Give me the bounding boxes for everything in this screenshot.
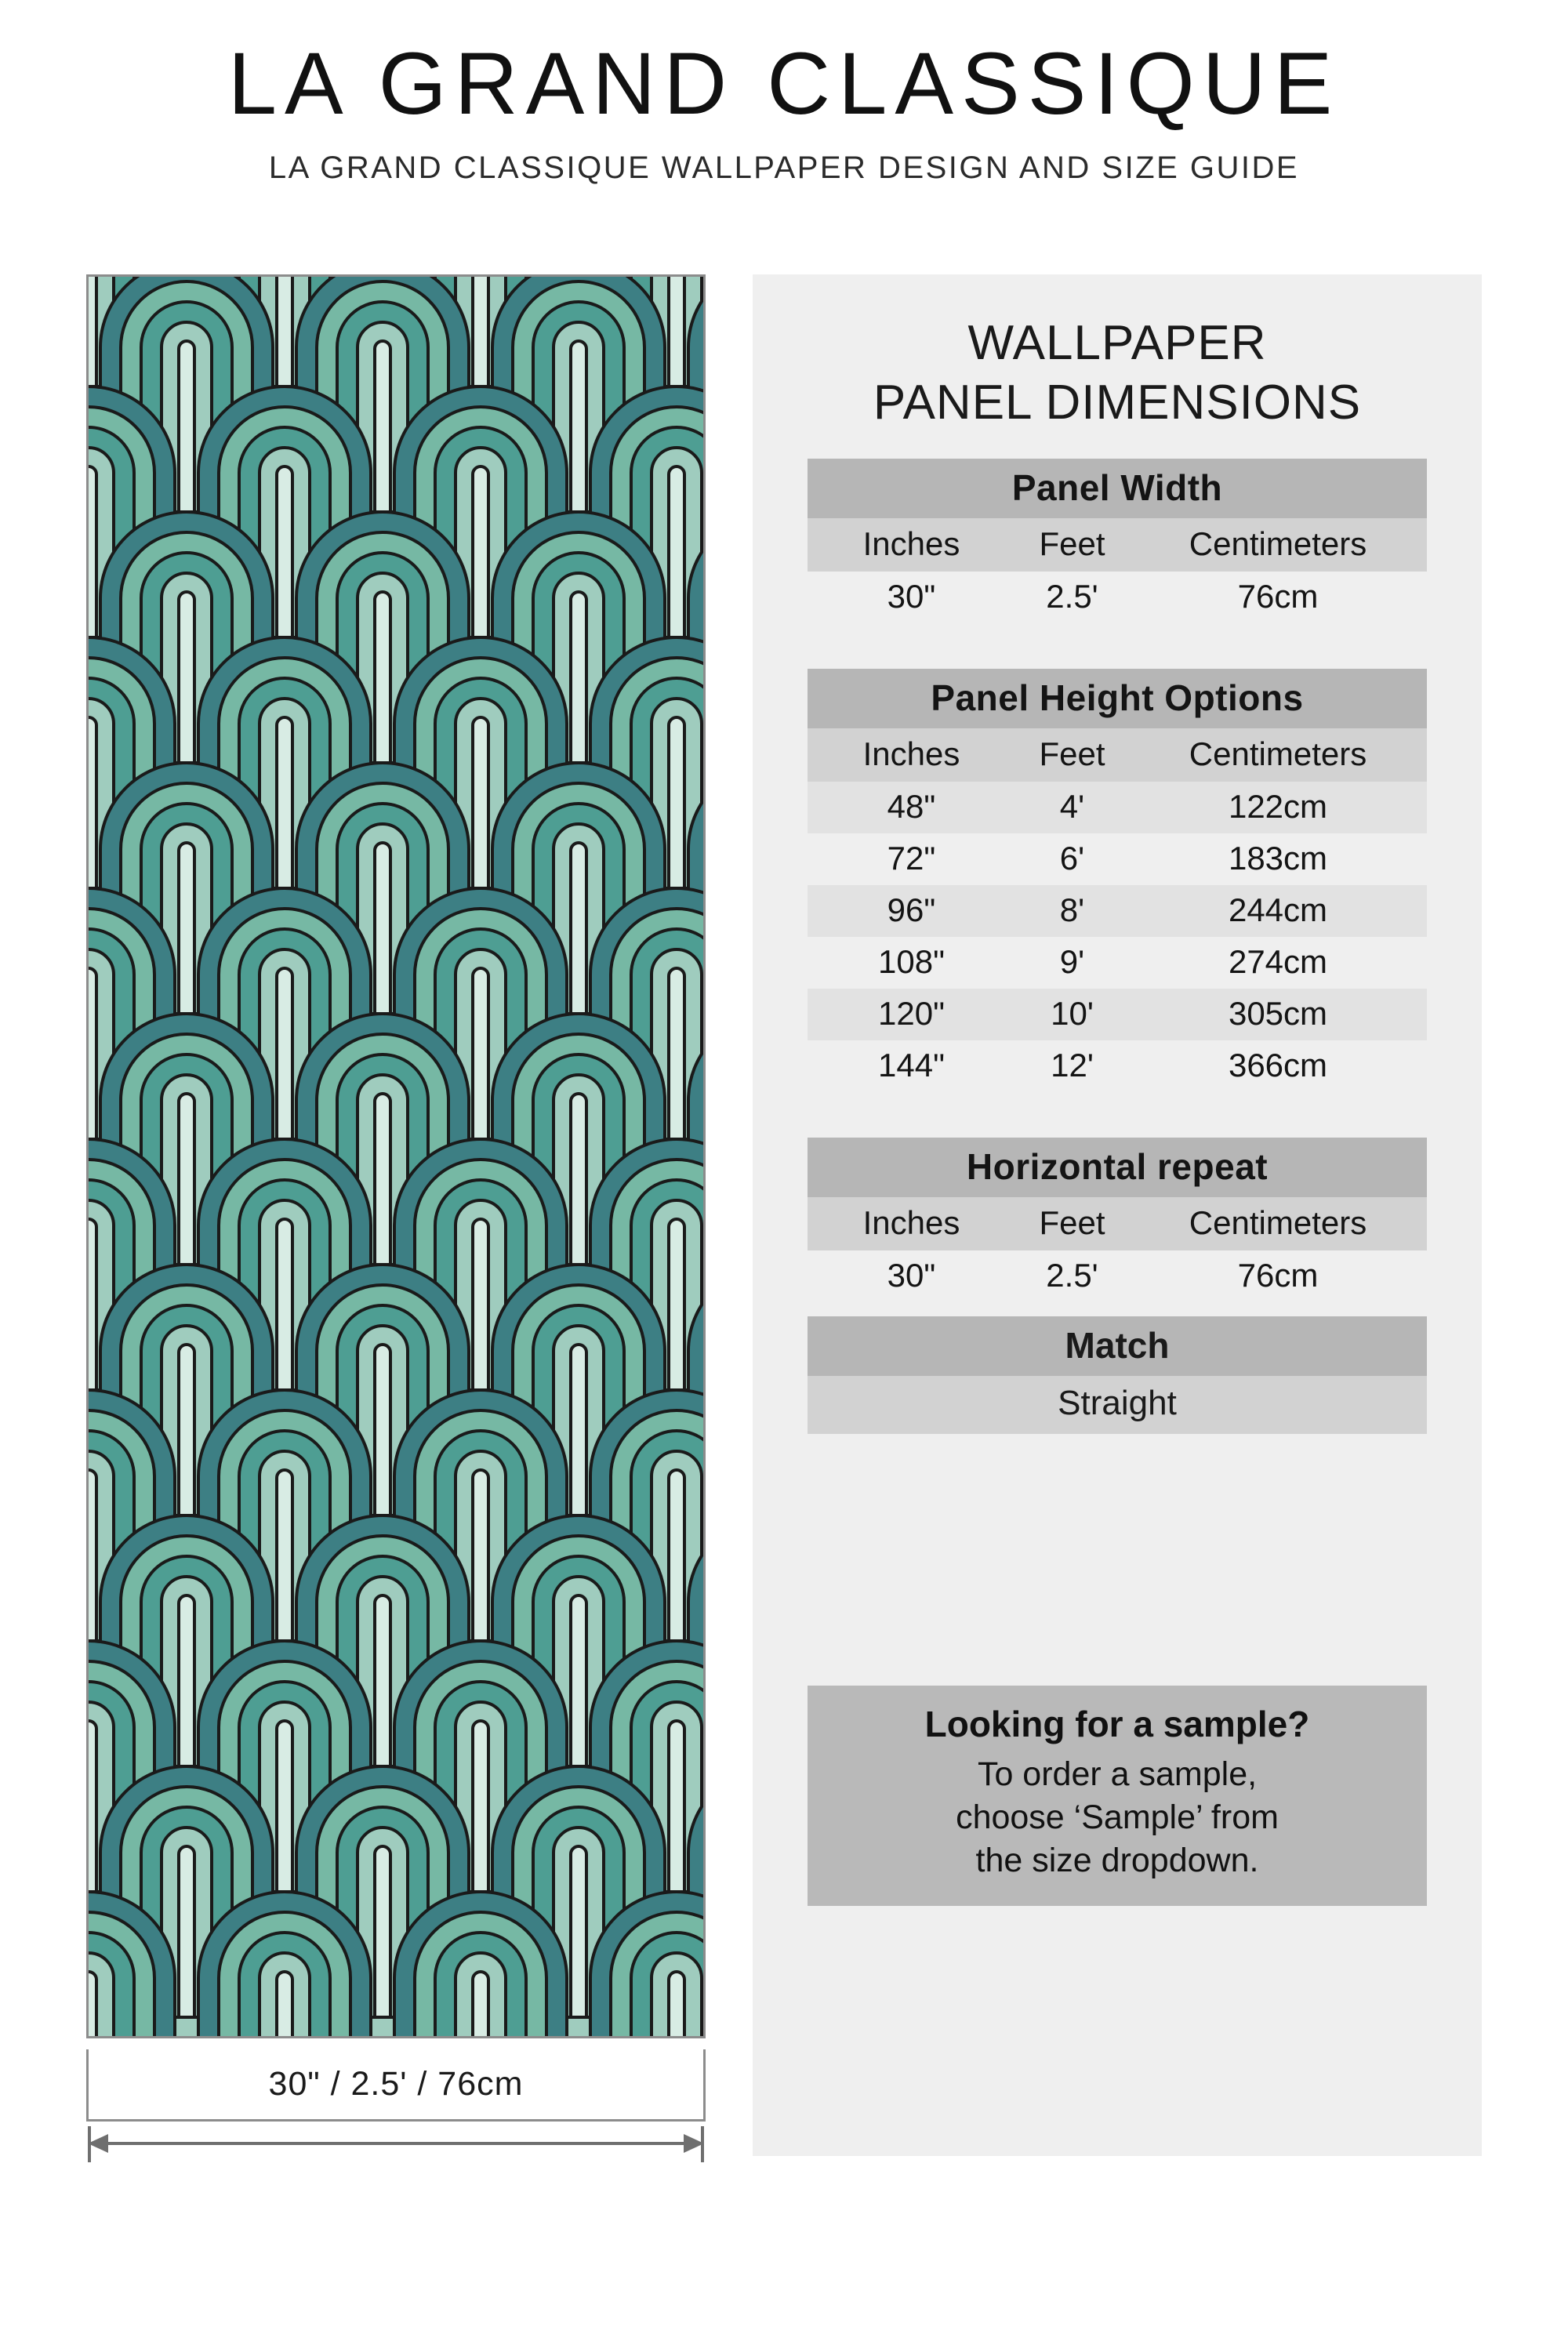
table-row: [808, 989, 1427, 1040]
cell-centimeters: 76cm: [1237, 578, 1319, 615]
cell-inches: 144": [878, 1047, 945, 1084]
cell-inches: 48": [887, 788, 936, 826]
main-content: [0, 274, 1568, 2234]
horizontal-repeat-header: Horizontal repeat: [808, 1138, 1427, 1197]
cell-inches: 96": [887, 891, 936, 929]
column-feet: Feet: [1039, 1204, 1105, 1242]
cell-centimeters: 122cm: [1228, 788, 1328, 826]
panel-height-table: [808, 669, 1427, 1092]
wallpaper-swatch-image: [86, 274, 706, 2038]
sample-text-line-2: choose ‘Sample’ from: [956, 1798, 1279, 1837]
wallpaper-swatch-section: [86, 274, 706, 2169]
cell-feet: 6': [1059, 840, 1085, 877]
cell-centimeters: 244cm: [1228, 891, 1328, 929]
spec-title-line-2: PANEL DIMENSIONS: [873, 375, 1362, 430]
column-inches: Inches: [862, 1204, 960, 1242]
column-inches: Inches: [862, 735, 960, 773]
panel-height-columns: [808, 728, 1427, 782]
table-row: [808, 833, 1427, 885]
cell-centimeters: 274cm: [1228, 943, 1328, 981]
swatch-width-label: 30" / 2.5' / 76cm: [268, 2065, 524, 2103]
cell-feet: 2.5': [1046, 1257, 1098, 1294]
spec-title-line-1: WALLPAPER: [967, 316, 1267, 370]
sample-text-line-3: the size dropdown.: [975, 1842, 1259, 1880]
swatch-width-label-box: [86, 2049, 706, 2122]
panel-width-table: [808, 459, 1427, 623]
match-value: Straight: [808, 1376, 1427, 1434]
cell-feet: 2.5': [1046, 578, 1098, 615]
table-row: [808, 1250, 1427, 1302]
cell-inches: 30": [887, 578, 936, 615]
column-centimeters: Centimeters: [1189, 525, 1367, 563]
cell-inches: 72": [887, 840, 936, 877]
cell-feet: 4': [1059, 788, 1085, 826]
swatch-width-arrow: [86, 2122, 706, 2169]
cell-centimeters: 76cm: [1237, 1257, 1319, 1294]
table-row: [808, 937, 1427, 989]
cell-centimeters: 183cm: [1228, 840, 1328, 877]
spec-panel-title: [753, 274, 1482, 432]
cell-inches: 30": [887, 1257, 936, 1294]
cell-feet: 9': [1059, 943, 1085, 981]
match-table: [808, 1316, 1427, 1434]
page-title: LA GRAND CLASSIQUE: [227, 34, 1341, 132]
column-feet: Feet: [1039, 525, 1105, 563]
cell-inches: 108": [878, 943, 945, 981]
page-header: [0, 0, 1568, 186]
sample-callout: [808, 1686, 1427, 1906]
cell-feet: 10': [1051, 995, 1094, 1033]
table-row: [808, 885, 1427, 937]
table-row: [808, 572, 1427, 623]
cell-feet: 8': [1059, 891, 1085, 929]
sample-callout-title: Looking for a sample?: [924, 1704, 1310, 1744]
cell-feet: 12': [1051, 1047, 1094, 1084]
spec-panel: [753, 274, 1482, 2156]
cell-centimeters: 305cm: [1228, 995, 1328, 1033]
column-inches: Inches: [862, 525, 960, 563]
panel-width-columns: [808, 518, 1427, 572]
horizontal-repeat-columns: [808, 1197, 1427, 1250]
table-row: [808, 1040, 1427, 1092]
panel-height-header: Panel Height Options: [808, 669, 1427, 728]
table-row: [808, 782, 1427, 833]
sample-callout-text: [808, 1753, 1427, 1882]
column-feet: Feet: [1039, 735, 1105, 773]
match-header: Match: [808, 1316, 1427, 1376]
column-centimeters: Centimeters: [1189, 735, 1367, 773]
panel-width-header: Panel Width: [808, 459, 1427, 518]
column-centimeters: Centimeters: [1189, 1204, 1367, 1242]
cell-centimeters: 366cm: [1228, 1047, 1328, 1084]
sample-text-line-1: To order a sample,: [977, 1755, 1258, 1793]
horizontal-repeat-table: [808, 1138, 1427, 1302]
cell-inches: 120": [878, 995, 945, 1033]
page-subtitle: LA GRAND CLASSIQUE WALLPAPER DESIGN AND SIZE GUIDE: [268, 150, 1300, 185]
